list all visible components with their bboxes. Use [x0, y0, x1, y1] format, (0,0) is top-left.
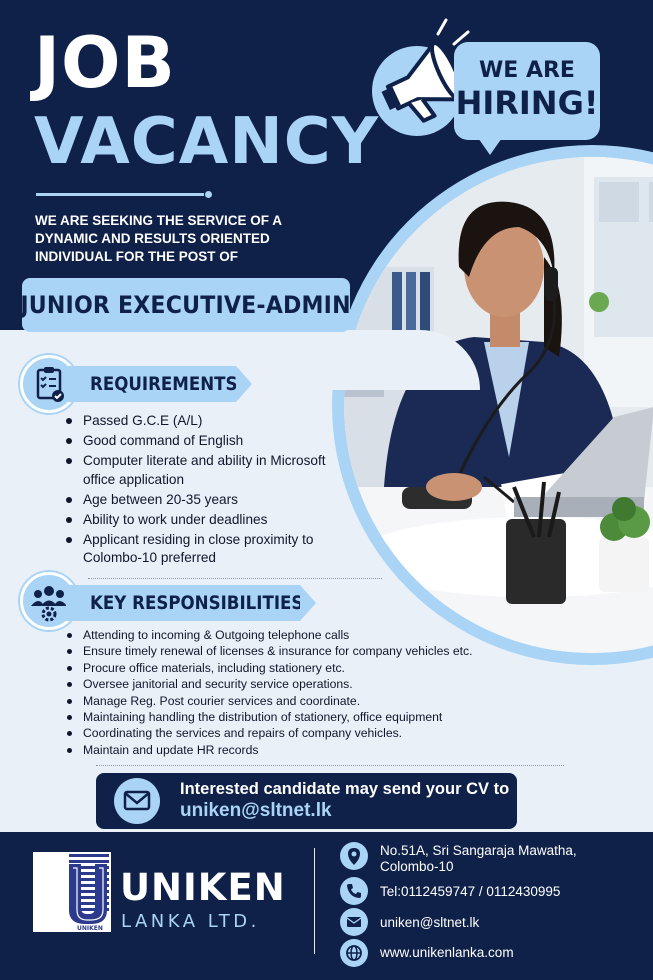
footer-email-link[interactable]: uniken@sltnet.lk: [380, 915, 480, 930]
list-item: Procure office materials, including stationery etc.: [64, 660, 544, 676]
requirements-list: [64, 412, 354, 570]
position-title: JUNIOR EXECUTIVE-ADMIN: [20, 291, 352, 319]
tab-arrow: [300, 585, 316, 621]
section-divider: [88, 578, 382, 579]
apply-instruction: Interested candidate may send your CV to: [180, 780, 510, 798]
list-item: Attending to incoming & Outgoing telephone calls: [64, 627, 544, 643]
envelope-icon: [114, 778, 160, 824]
position-banner: [22, 278, 350, 332]
hiring-text-line-1: WE ARE: [479, 58, 575, 83]
title-line-2: VACANCY: [34, 105, 380, 179]
list-item: Applicant residing in close proximity to Colombo-10 preferred: [64, 531, 354, 567]
title-line-1: JOB: [34, 22, 176, 104]
tab-arrow: [236, 366, 252, 402]
title-underline-dot: [205, 191, 212, 198]
list-item: Age between 20-35 years: [64, 491, 354, 509]
globe-icon: [340, 939, 368, 967]
section-divider: [96, 765, 564, 766]
list-item: Ability to work under deadlines: [64, 511, 354, 529]
requirements-heading-tab: [66, 366, 236, 402]
title-underline: [36, 193, 204, 196]
responsibilities-heading-tab: [66, 585, 304, 621]
list-item: Computer literate and ability in Microsoft office application: [64, 452, 354, 488]
list-item: Ensure timely renewal of licenses & insurance for company vehicles etc.: [64, 643, 544, 659]
phone-icon: [340, 877, 368, 905]
responsibilities-list: [64, 627, 544, 758]
intro-text: WE ARE SEEKING THE SERVICE OF A DYNAMIC AND RESULTS ORIENTED INDIVIDUAL FOR THE POST OF: [35, 213, 282, 264]
list-item: Maintain and update HR records: [64, 742, 544, 758]
phone-numbers: Tel:0112459747 / 0112430995: [380, 884, 561, 899]
location-pin-icon: [340, 842, 368, 870]
company-logo: [33, 852, 111, 932]
hiring-bubble-tail: [476, 135, 504, 155]
website-link[interactable]: www.unikenlanka.com: [380, 945, 514, 960]
email-icon: [340, 908, 368, 936]
list-item: Passed G.C.E (A/L): [64, 412, 354, 430]
address-line-1: No.51A, Sri Sangaraja Mawatha,: [380, 843, 577, 858]
company-name: UNIKEN: [120, 866, 286, 909]
list-item: Maintaining handling the distribution of stationery, office equipment: [64, 709, 544, 725]
list-item: Oversee janitorial and security service operations.: [64, 676, 544, 692]
apply-email-link[interactable]: uniken@sltnet.lk: [180, 800, 332, 821]
list-item: Manage Reg. Post courier services and coordinate.: [64, 693, 544, 709]
logo-small-text: UNIKEN: [77, 925, 103, 932]
responsibilities-heading: KEY RESPONSIBILITIES: [90, 592, 304, 614]
footer-divider: [314, 848, 315, 954]
company-subtitle: LANKA LTD.: [121, 911, 260, 932]
address-line-2: Colombo-10: [380, 859, 454, 874]
list-item: Coordinating the services and repairs of company vehicles.: [64, 725, 544, 741]
requirements-heading: REQUIREMENTS: [90, 373, 238, 395]
hiring-text-line-2: HIRING!: [455, 84, 599, 122]
list-item: Good command of English: [64, 432, 354, 450]
